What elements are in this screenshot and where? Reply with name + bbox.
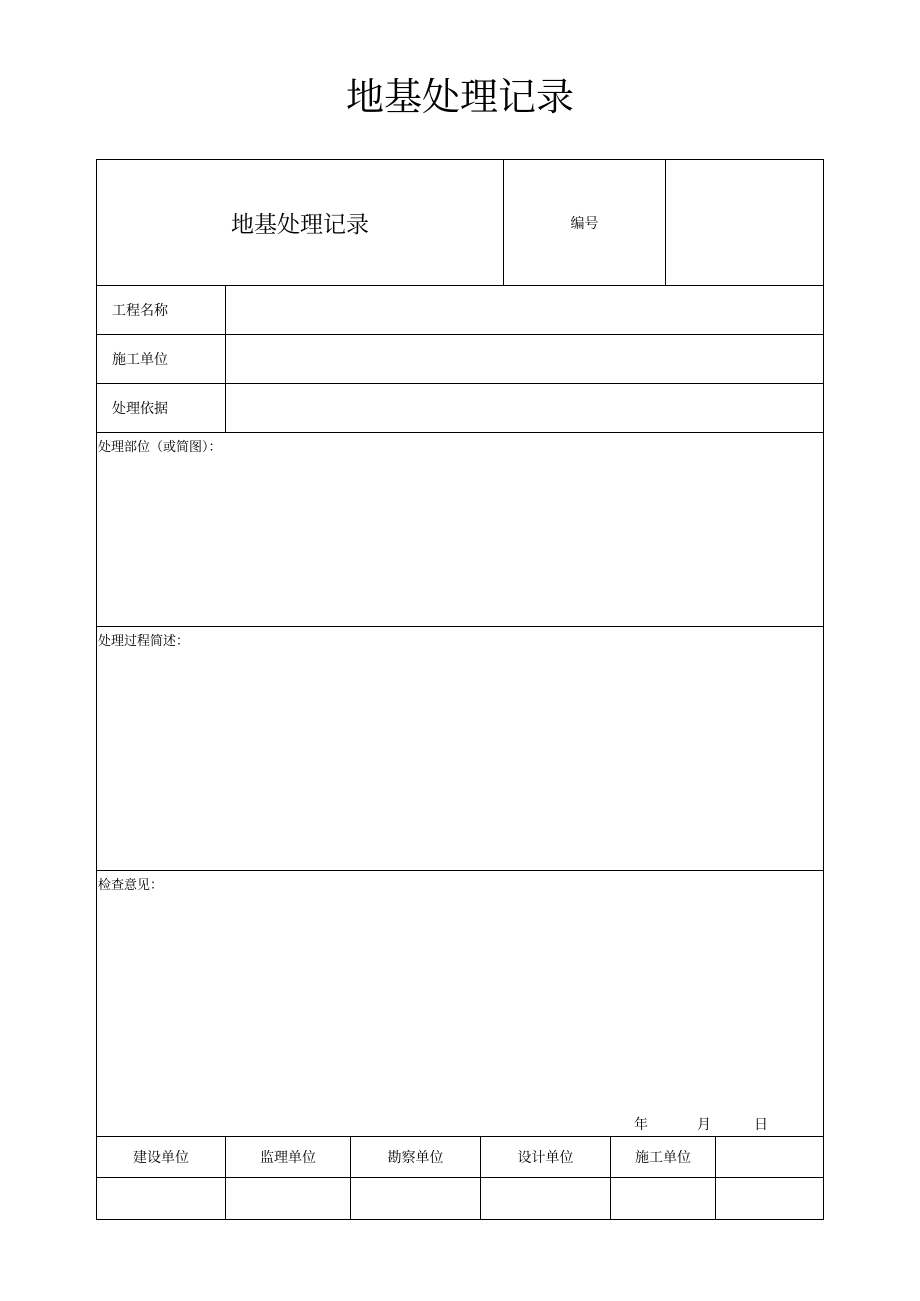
construction-unit-field[interactable] <box>226 335 823 383</box>
sig-field-owner[interactable] <box>97 1178 225 1219</box>
date-month: 月 <box>697 1117 711 1133</box>
date-day: 日 <box>754 1117 768 1133</box>
page-title: 地基处理记录 <box>345 75 574 119</box>
date-year: 年 <box>634 1117 648 1133</box>
sig-field-blank[interactable] <box>716 1178 823 1219</box>
treatment-location-area[interactable] <box>97 455 823 625</box>
divider <box>97 626 823 627</box>
treatment-basis-label: 处理依据 <box>112 401 168 417</box>
inspection-opinion-area[interactable] <box>97 893 823 1108</box>
divider <box>97 432 823 433</box>
number-field[interactable] <box>666 160 823 285</box>
record-form <box>96 159 824 1220</box>
treatment-process-label: 处理过程简述： <box>98 634 190 649</box>
treatment-basis-field[interactable] <box>226 384 823 432</box>
sig-field-supervisor[interactable] <box>226 1178 350 1219</box>
sig-header-supervisor: 监理单位 <box>260 1150 316 1166</box>
sig-field-survey[interactable] <box>351 1178 480 1219</box>
treatment-process-area[interactable] <box>97 649 823 869</box>
project-name-field[interactable] <box>226 286 823 334</box>
sig-header-owner: 建设单位 <box>133 1150 189 1166</box>
form-header-title: 地基处理记录 <box>231 212 369 238</box>
sig-header-design: 设计单位 <box>517 1150 574 1166</box>
inspection-opinion-label: 检查意见： <box>98 878 164 893</box>
sig-header-survey: 勘察单位 <box>387 1150 444 1166</box>
construction-unit-label: 施工单位 <box>112 352 168 368</box>
sig-header-construction: 施工单位 <box>635 1150 691 1166</box>
sig-header-blank <box>716 1137 823 1177</box>
project-name-label: 工程名称 <box>112 303 168 319</box>
sig-field-construction[interactable] <box>611 1178 715 1219</box>
sig-field-design[interactable] <box>481 1178 610 1219</box>
number-label: 编号 <box>570 215 599 232</box>
divider <box>97 870 823 871</box>
treatment-location-label: 处理部位（或简图）： <box>98 440 222 455</box>
